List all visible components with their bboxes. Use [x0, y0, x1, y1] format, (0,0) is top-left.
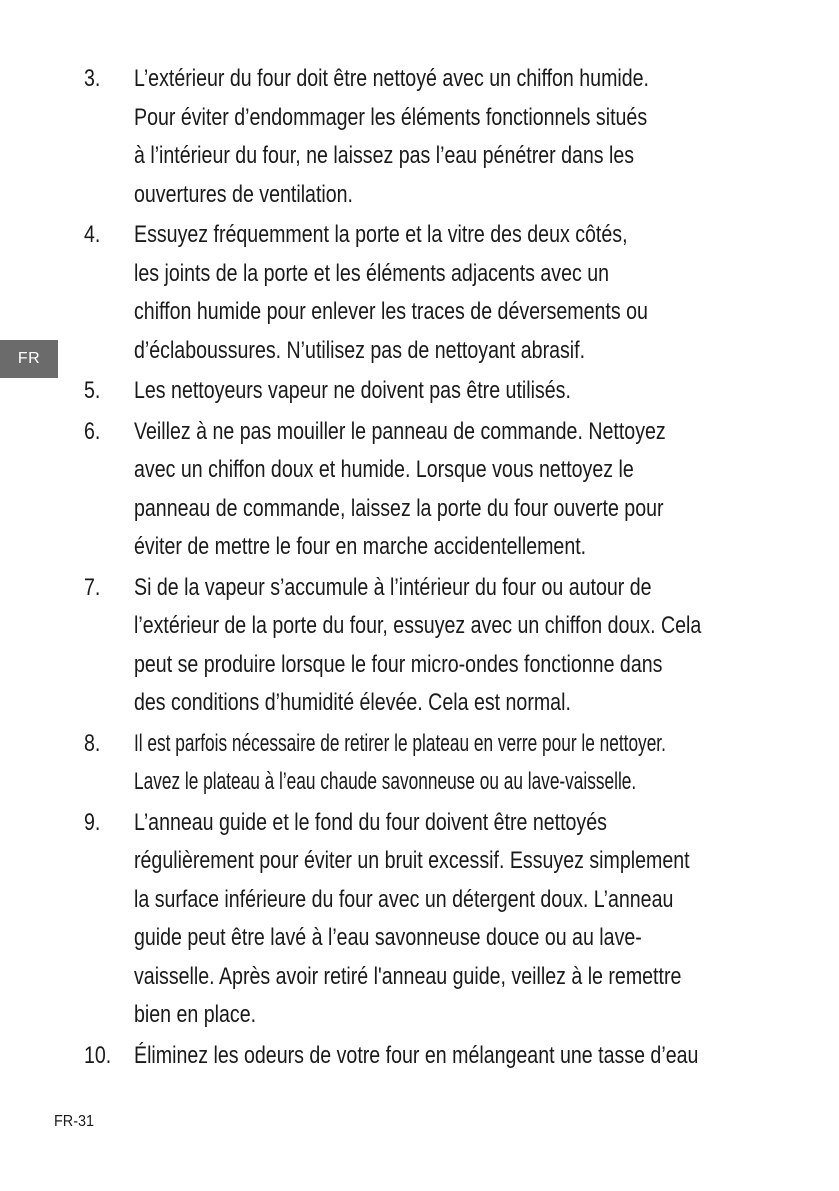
step-text-line: à l’intérieur du four, ne laissez pas l’eau pénétrer dans les [134, 142, 635, 169]
step-text-line: bien en place. [134, 1001, 257, 1028]
step-text-line: Essuyez fréquemment la porte et la vitre des deux côtés, [134, 221, 628, 248]
step-text-line: des conditions d’humidité élevée. Cela est normal. [134, 689, 571, 716]
step-number: 6. [84, 417, 101, 445]
step-text-line: Si de la vapeur s’accumule à l’intérieur du four ou autour de [134, 573, 652, 601]
step-text-line: peut se produire lorsque le four micro-ondes fonctionne dans [134, 650, 663, 678]
step-text-line: L’anneau guide et le fond du four doivent être nettoyés [134, 808, 607, 836]
step-number: 7. [84, 573, 101, 601]
step-text [134, 725, 764, 802]
step-text [134, 216, 764, 370]
page-number: FR-31 [54, 1113, 95, 1130]
step-text [134, 804, 764, 1035]
step-text-line: ouvertures de ventilation. [134, 180, 353, 208]
language-tab-label: FR [17, 350, 41, 367]
step-text-line: Il est parfois nécessaire de retirer le plateau en verre pour le nettoyer. [134, 729, 666, 757]
step-text-line: Veillez à ne pas mouiller le panneau de commande. Nettoyez [134, 417, 666, 445]
step-text [134, 1037, 764, 1076]
step-text-line: Éliminez les odeurs de votre four en mélangeant une tasse d’eau [134, 1041, 699, 1069]
step-number: 3. [84, 65, 101, 92]
instruction-step [84, 372, 764, 411]
step-text-line: chiffon humide pour enlever les traces de déversements ou [134, 298, 648, 325]
step-text-line: Pour éviter d’endommager les éléments fonctionnels situés [134, 103, 648, 131]
step-text-line: avec un chiffon doux et humide. Lorsque vous nettoyez le [134, 456, 634, 483]
step-number: 9. [84, 808, 101, 836]
step-text-line: Les nettoyeurs vapeur ne doivent pas être utilisés. [134, 377, 571, 404]
instruction-step [84, 725, 764, 802]
instruction-step [84, 216, 764, 370]
step-number: 4. [84, 221, 101, 248]
step-text-line: panneau de commande, laissez la porte du four ouverte pour [134, 494, 664, 522]
step-text [134, 60, 764, 214]
instruction-step [84, 60, 764, 214]
step-text-line: L’extérieur du four doit être nettoyé avec un chiffon humide. [134, 65, 650, 92]
step-text-line: éviter de mettre le four en marche accidentellement. [134, 533, 587, 560]
language-tab [0, 340, 58, 378]
step-text-line: régulièrement pour éviter un bruit excessif. Essuyez simplement [134, 847, 690, 874]
step-text-line: la surface inférieure du four avec un détergent doux. L’anneau [134, 885, 674, 913]
instruction-step [84, 804, 764, 1035]
instruction-step [84, 1037, 764, 1076]
step-text-line: vaisselle. Après avoir retiré l'anneau guide, veillez à le remettre [134, 962, 682, 990]
instruction-step [84, 413, 764, 567]
step-text-line: l’extérieur de la porte du four, essuyez avec un chiffon doux. Cela [134, 612, 702, 639]
step-number: 10. [84, 1041, 112, 1069]
cleaning-instructions-list [84, 60, 764, 1077]
step-text-line: les joints de la porte et les éléments adjacents avec un [134, 259, 610, 287]
step-text-line: guide peut être lavé à l’eau savonneuse douce ou au lave- [134, 924, 642, 951]
step-number: 8. [84, 729, 101, 757]
step-text-line: d’éclaboussures. N’utilisez pas de nettoyant abrasif. [134, 336, 586, 364]
step-number: 5. [84, 377, 101, 404]
step-text [134, 569, 764, 723]
step-text [134, 413, 764, 567]
instruction-step [84, 569, 764, 723]
step-text [134, 372, 764, 411]
step-text-line: Lavez le plateau à l’eau chaude savonneuse ou au lave-vaisselle. [134, 768, 637, 795]
